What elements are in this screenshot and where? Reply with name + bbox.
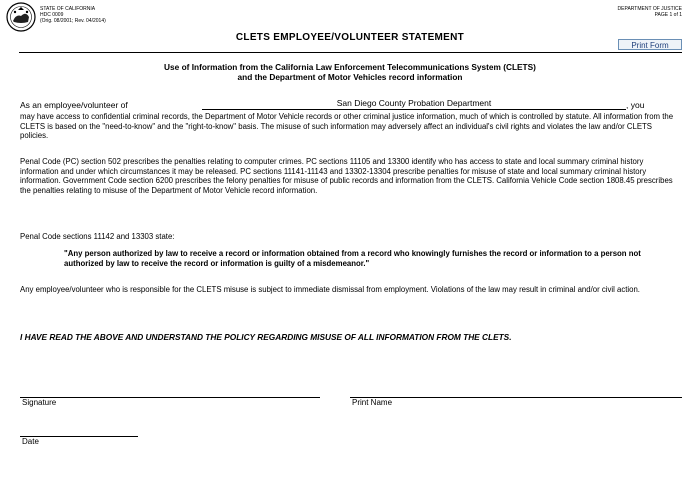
print-name-line[interactable] [350, 397, 682, 398]
signature-line[interactable] [20, 397, 320, 398]
subtitle-line-2: and the Department of Motor Vehicles record information [237, 72, 463, 82]
print-form-button[interactable]: Print Form [618, 39, 682, 50]
header-agency: STATE OF CALIFORNIA [40, 6, 96, 12]
page-title: CLETS EMPLOYEE/VOLUNTEER STATEMENT [235, 32, 465, 43]
header-page-count: PAGE 1 of 1 [654, 12, 682, 18]
header-form-number: HDC 0009 [40, 12, 64, 18]
subtitle-line-1: Use of Information from the California Law Enforcement Telecommunications System (CLETS) [164, 62, 536, 72]
paragraph-penalties: Penal Code (PC) section 502 prescribes the penalties relating to computer crimes. PC sections 11105 and 13300 identify who has access to state and local summary criminal history information and under which circumstances it may be released. PC sections 11141-11143 and 13302-13304 prescribe penalties for misuse of state and local summary criminal history information. Government Code section 6200 prescribes the felony penalties for misuse of public records and information from the CLETS. California Vehicle Code section 1808.45 prescribes the penalties relating to misuse of the Department of Motor Vehicle record information. [20, 157, 673, 195]
header-right [618, 6, 682, 18]
paragraph-dismissal: Any employee/volunteer who is responsible for the CLETS misuse is subject to immediate dismissal from employment. Violations of the law may result in criminal and/or civil action. [20, 285, 640, 294]
date-label: Date [22, 437, 39, 446]
state-seal-icon [6, 2, 36, 32]
header-left [40, 6, 106, 24]
employee-prefix: As an employee/volunteer of [20, 100, 128, 110]
employee-suffix: , you [626, 100, 645, 110]
top-divider [19, 52, 682, 53]
employer-name-field[interactable]: San Diego County Probation Department [202, 98, 626, 110]
paragraph-access: may have access to confidential criminal records, the Department of Motor Vehicle records or other criminal justice information, much of which is controlled by statute. All information from the CLETS is based on the "need-to-know" and the "right-to-know" basis. The misuse of such information may adversely affect an individual's civil rights and violates the law and/or CLETS policies. [20, 112, 674, 141]
header-revision: (Orig. 08/2001; Rev. 04/2014) [40, 18, 106, 24]
paragraph-penal-code-intro: Penal Code sections 11142 and 13303 state: [20, 232, 175, 241]
acknowledgement-statement: I HAVE READ THE ABOVE AND UNDERSTAND THE POLICY REGARDING MISUSE OF ALL INFORMATION FROM THE CLETS. [20, 332, 512, 342]
document-subtitle [0, 62, 700, 82]
signature-label: Signature [22, 398, 57, 407]
header-department: DEPARTMENT OF JUSTICE [617, 6, 682, 12]
print-name-label: Print Name [352, 398, 393, 407]
penal-code-quote: "Any person authorized by law to receive a record or information obtained from a record who knowingly furnishes the record or information to a person not authorized by law to receive the record or information is guilty of a misdemeanor." [64, 249, 641, 268]
